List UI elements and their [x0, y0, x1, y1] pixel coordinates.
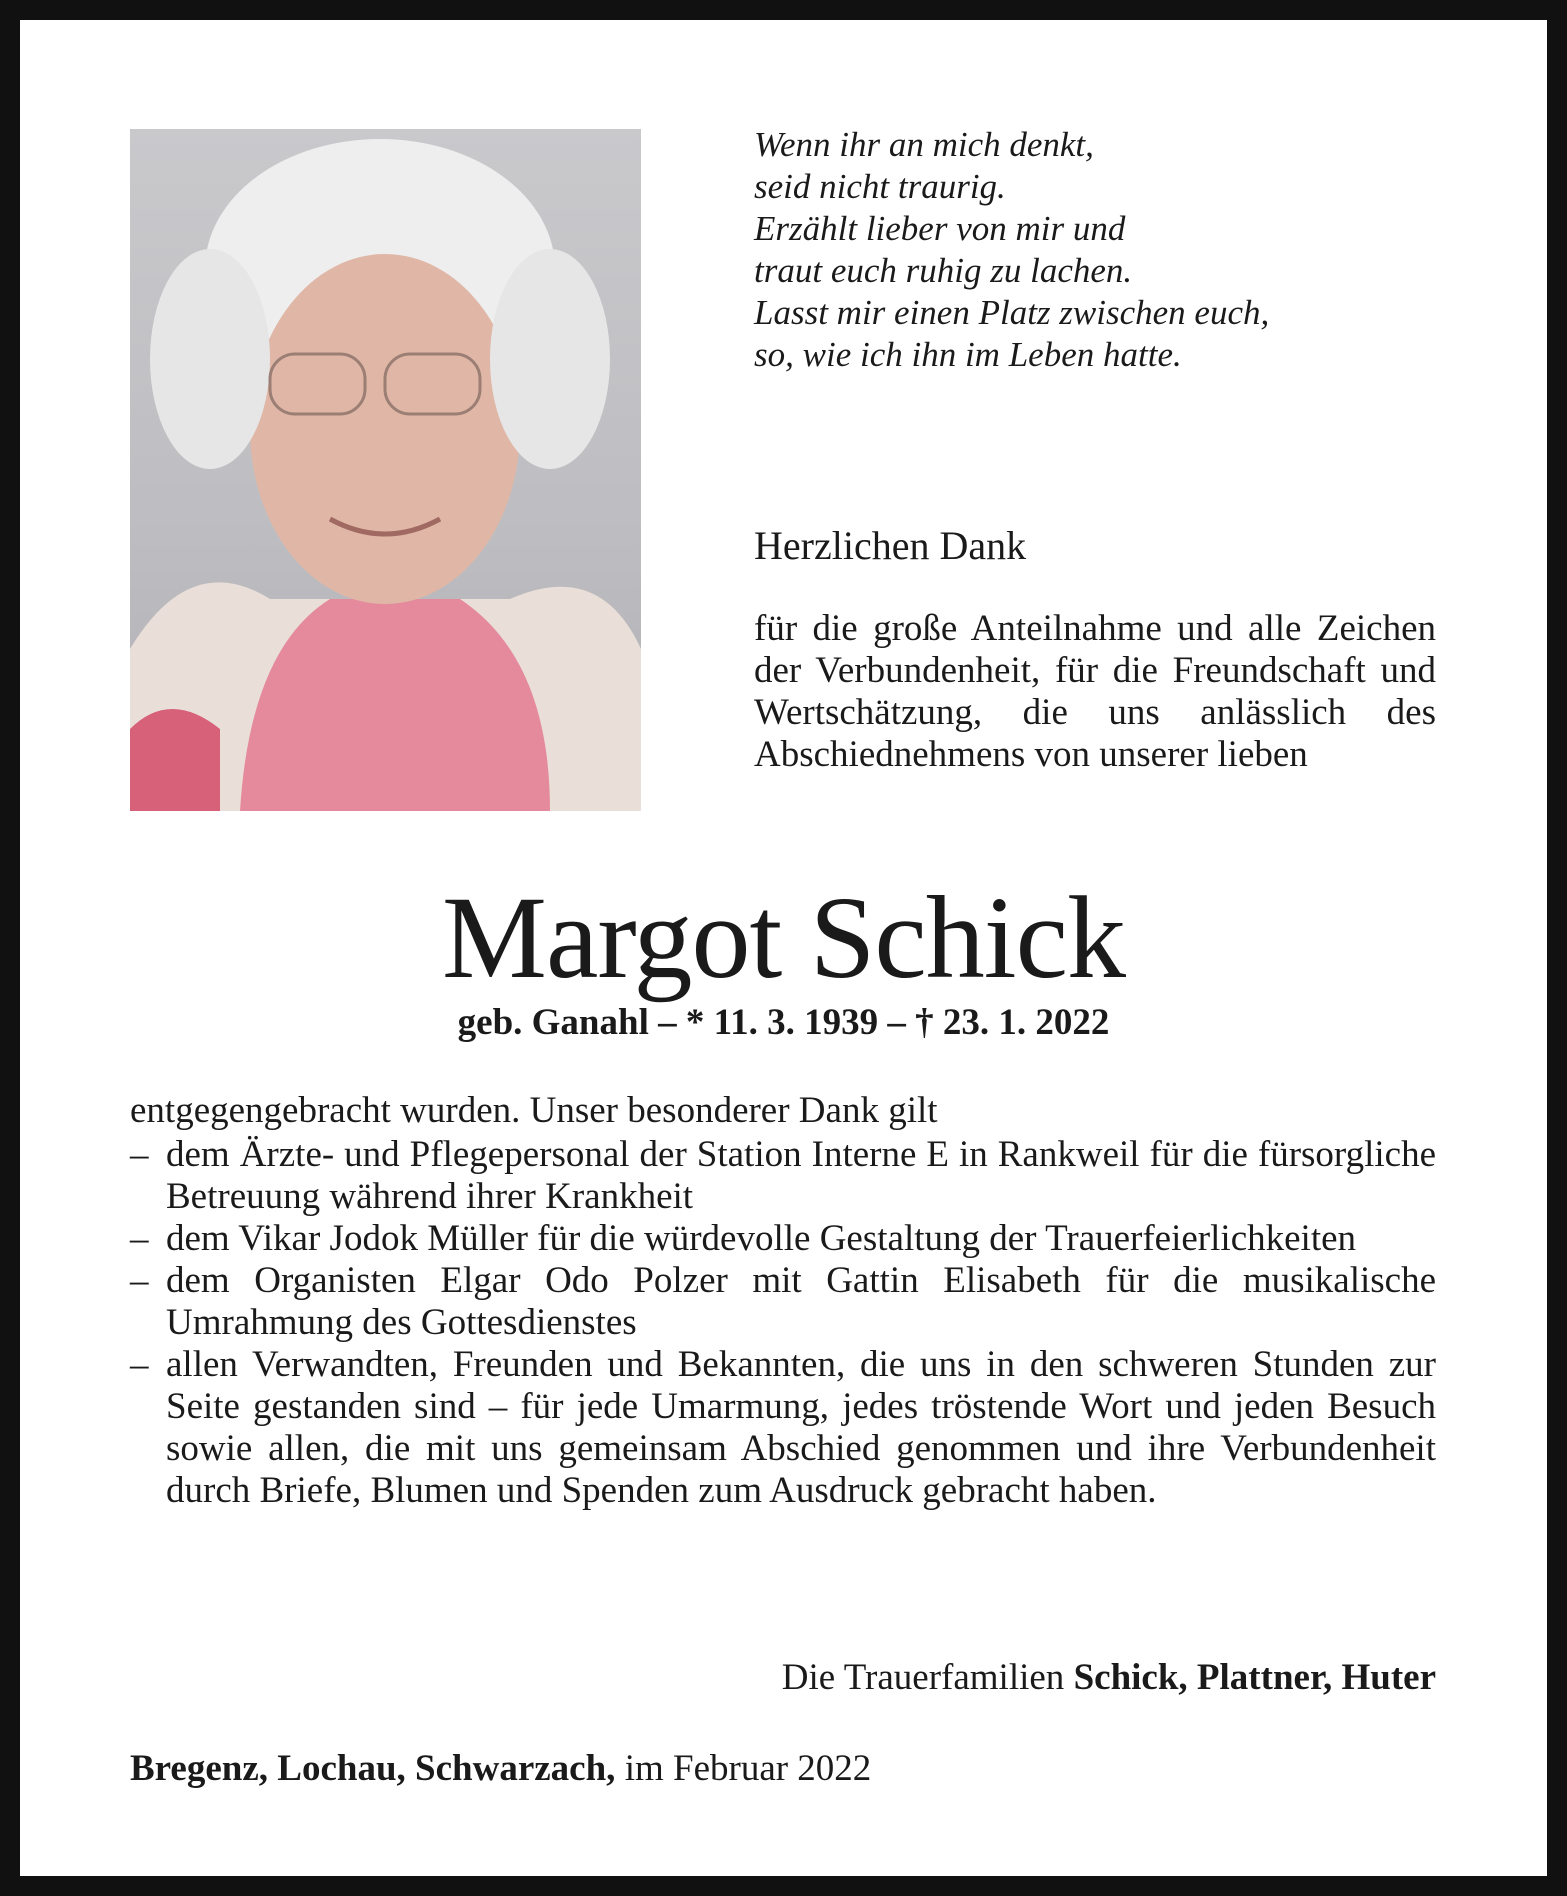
list-item-text: dem Vikar Jodok Müller für die würdevolle Gestaltung der Trauerfeierlichkeiten — [166, 1218, 1357, 1259]
footer — [130, 1747, 871, 1790]
places: Bregenz, Lochau, Schwarzach, — [130, 1748, 616, 1789]
list-item — [130, 1260, 1436, 1344]
list-item — [130, 1134, 1436, 1218]
poem-line: Erzählt lieber von mir und — [754, 209, 1126, 248]
list-item-text: dem Organisten Elgar Odo Polzer mit Gattin Elisabeth für die musikalische Umrahmung des Gottesdienstes — [166, 1260, 1436, 1343]
dash: – — [130, 1344, 149, 1385]
intro-text: entgegengebracht wurden. Unser besonderer Dank gilt — [130, 1090, 938, 1131]
list-item — [130, 1218, 1436, 1260]
thanks-heading: Herzlichen Dank — [754, 523, 1027, 568]
dash: – — [130, 1260, 149, 1301]
deceased-name: Margot Schick — [442, 872, 1125, 1003]
list-item — [130, 1344, 1436, 1512]
dash: – — [130, 1218, 149, 1259]
thanks-text: für die große Anteilnahme und alle Zeichen der Verbundenheit, für die Freundschaft und Wertschätzung, die uns anlässlich des Abschiednehmens von unserer lieben — [754, 608, 1436, 775]
poem-line: Lasst mir einen Platz zwischen euch, — [754, 293, 1270, 332]
birth-death-dates: geb. Ganahl – * 11. 3. 1939 – † 23. 1. 2022 — [457, 1002, 1110, 1043]
portrait-photo — [130, 129, 641, 811]
signature — [782, 1656, 1436, 1699]
poem-line: Wenn ihr an mich denkt, — [754, 125, 1094, 164]
poem-line: so, wie ich ihn im Leben hatte. — [754, 335, 1182, 374]
family-names: Schick, Plattner, Huter — [1073, 1657, 1436, 1698]
date: im Februar 2022 — [615, 1748, 872, 1789]
signature-prefix: Die Trauerfamilien — [781, 1657, 1074, 1698]
poem-line: traut euch ruhig zu lachen. — [754, 251, 1133, 290]
list-item-text: allen Verwandten, Freunden und Bekannten, die uns in den schweren Stunden zur Seite gestanden sind – für jede Umarmung, jedes tröstende Wort und jeden Besuch sowie allen, die mit uns gemeinsam Abschied genommen und ihre Verbundenheit durch Briefe, Blumen und Spenden zum Ausdruck gebracht haben. — [166, 1344, 1436, 1511]
poem — [754, 124, 1269, 376]
dash: – — [130, 1134, 149, 1175]
list-item-text: dem Ärzte- und Pflegepersonal der Station Interne E in Rankweil für die fürsorgliche Betreuung während ihrer Krankheit — [166, 1134, 1436, 1217]
poem-line: seid nicht traurig. — [754, 167, 1006, 206]
thanks-body — [130, 1090, 1436, 1512]
